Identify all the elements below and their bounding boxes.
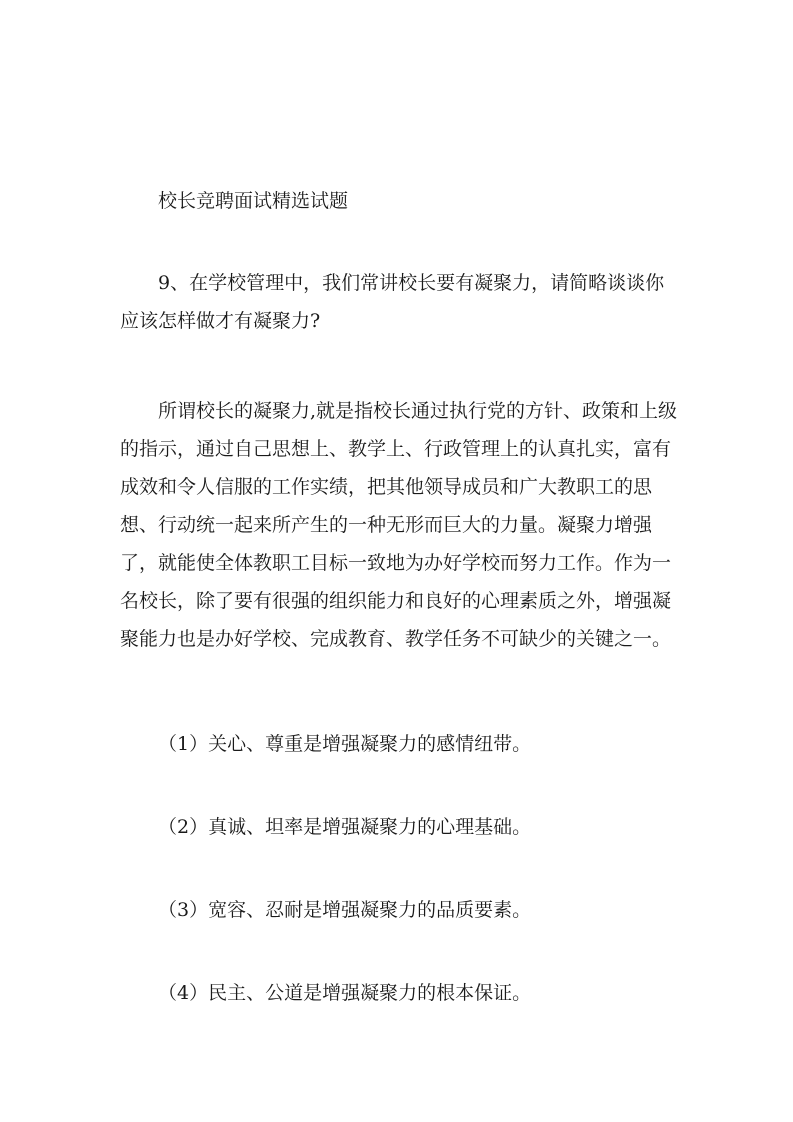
point-item-3: （3）宽容、忍耐是增强凝聚力的品质要素。 xyxy=(158,899,532,921)
question-paragraph: 9、在学校管理中，我们常讲校长要有凝聚力，请简略谈谈你应该怎样做才有凝聚力? xyxy=(120,272,665,332)
document-title: 校长竞聘面试精选试题 xyxy=(158,190,349,212)
point-item-4: （4）民主、公道是增强凝聚力的根本保证。 xyxy=(158,982,532,1004)
point-item-1: （1）关心、尊重是增强凝聚力的感情纽带。 xyxy=(158,733,532,755)
point-item-2: （2）真诚、坦率是增强凝聚力的心理基础。 xyxy=(158,816,532,838)
answer-paragraph: 所谓校长的凝聚力,就是指校长通过执行党的方针、政策和上级的指示，通过自己思想上、教学上、行政管理上的认真扎实，富有成效和令人信服的工作实绩，把其他领导成员和广大教职工的思想、行动统一起来所产生的一种无形而巨大的力量。凝聚力增强了，就能使全体教职工目标一致地为办好学校而努力工作。作为一名校长，除了要有很强的组织能力和良好的心理素质之外，增强凝聚能力也是办好学校、完成教育、教学任务不可缺少的关键之一。 xyxy=(120,400,678,650)
